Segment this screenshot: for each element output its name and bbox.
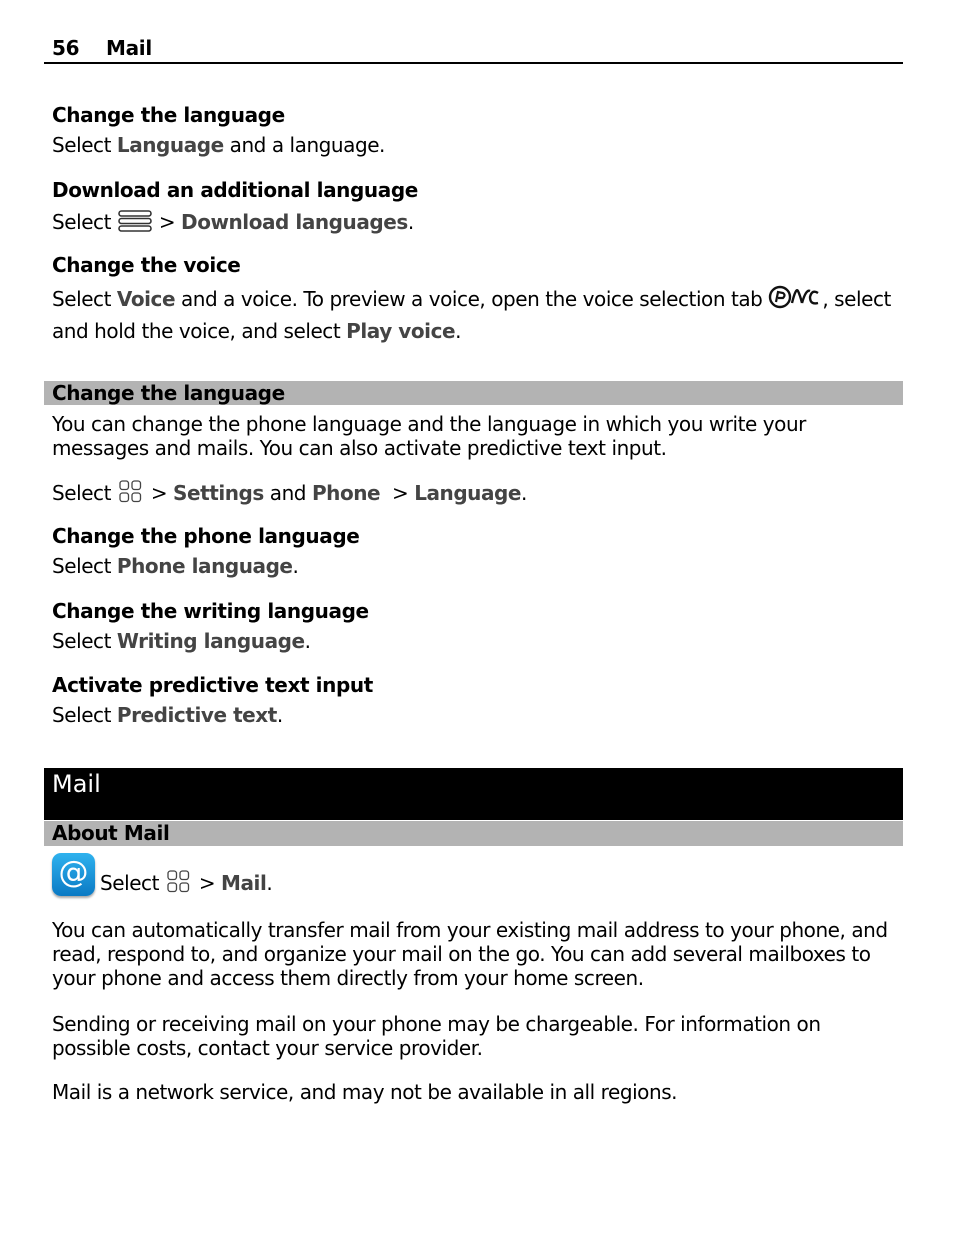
paragraph-text: Mail is a network service, and may not be available in all regions. [52,1080,678,1104]
language-intro [52,412,902,460]
download-language-topic [52,176,902,239]
writing-language-topic [52,597,902,653]
change-voice-topic [52,251,902,345]
topic-heading: Download an additional language [52,178,418,202]
ui-term: Language [116,133,224,157]
paragraph-text: Sending or receiving mail on your phone may be chargeable. For information on possible costs, contact your service provider. [52,1012,821,1060]
mail-paragraph-1 [52,918,902,990]
topic-heading: Change the phone language [52,524,360,548]
mail-app-icon: @ [52,853,95,896]
topic-text: Select Predictive text. [52,703,283,727]
topic-heading: Change the writing language [52,599,369,623]
mail-path [100,869,800,900]
ui-term: Phone [311,481,381,505]
topic-text: Select > Download languages. [52,208,902,239]
mail-paragraph-3 [52,1080,902,1104]
predictive-text-topic [52,671,902,727]
voice-selection-icon [768,283,822,318]
ui-term: Mail [221,871,267,895]
ui-term: Settings [173,481,264,505]
mail-paragraph-2 [52,1012,902,1060]
page-number: 56 [52,36,80,60]
menu-icon [117,208,153,239]
ui-term: Writing language [116,629,305,653]
ui-term: Phone language [116,554,293,578]
apps-menu-icon [165,869,193,900]
ui-term: Predictive text [116,703,277,727]
apps-menu-icon [117,479,145,510]
page-header [44,36,903,64]
ui-term: Play voice [346,319,456,343]
phone-language-topic [52,522,902,578]
topic-heading: Activate predictive text input [52,673,373,697]
paragraph-text: You can automatically transfer mail from your existing mail address to your phone, and read, respond to, and organize your mail on the go. You can add several mailboxes to your phone and access them directly from your home screen. [52,918,888,990]
ui-term: Language [414,481,521,505]
intro-text: You can change the phone language and the language in which you write your messages and mails. You can also activate predictive text input. [52,412,806,460]
topic-text: Select Writing language. [52,629,311,653]
topic-heading: Change the language [52,103,285,127]
topic-heading: Change the voice [52,253,241,277]
topic-text: Select Language and a language. [52,133,385,157]
topic-text: Select Phone language. [52,554,299,578]
running-title: Mail [106,36,152,60]
section-bar-change-language: Change the language [44,381,903,405]
path-text: Select > Settings and Phone > Language. [52,479,902,510]
ui-term: Voice [116,287,176,311]
ui-term: Download languages [181,210,408,234]
chapter-title-mail: Mail [44,768,903,820]
language-path [52,479,902,510]
change-language-topic [52,101,902,157]
topic-text: Select Voice and a voice. To preview a voice, open the voice selection tab , select and hold the voice, and select Play voice. [52,283,902,345]
section-bar-about-mail: About Mail [44,821,903,846]
path-text: Select > Mail. [100,869,800,900]
